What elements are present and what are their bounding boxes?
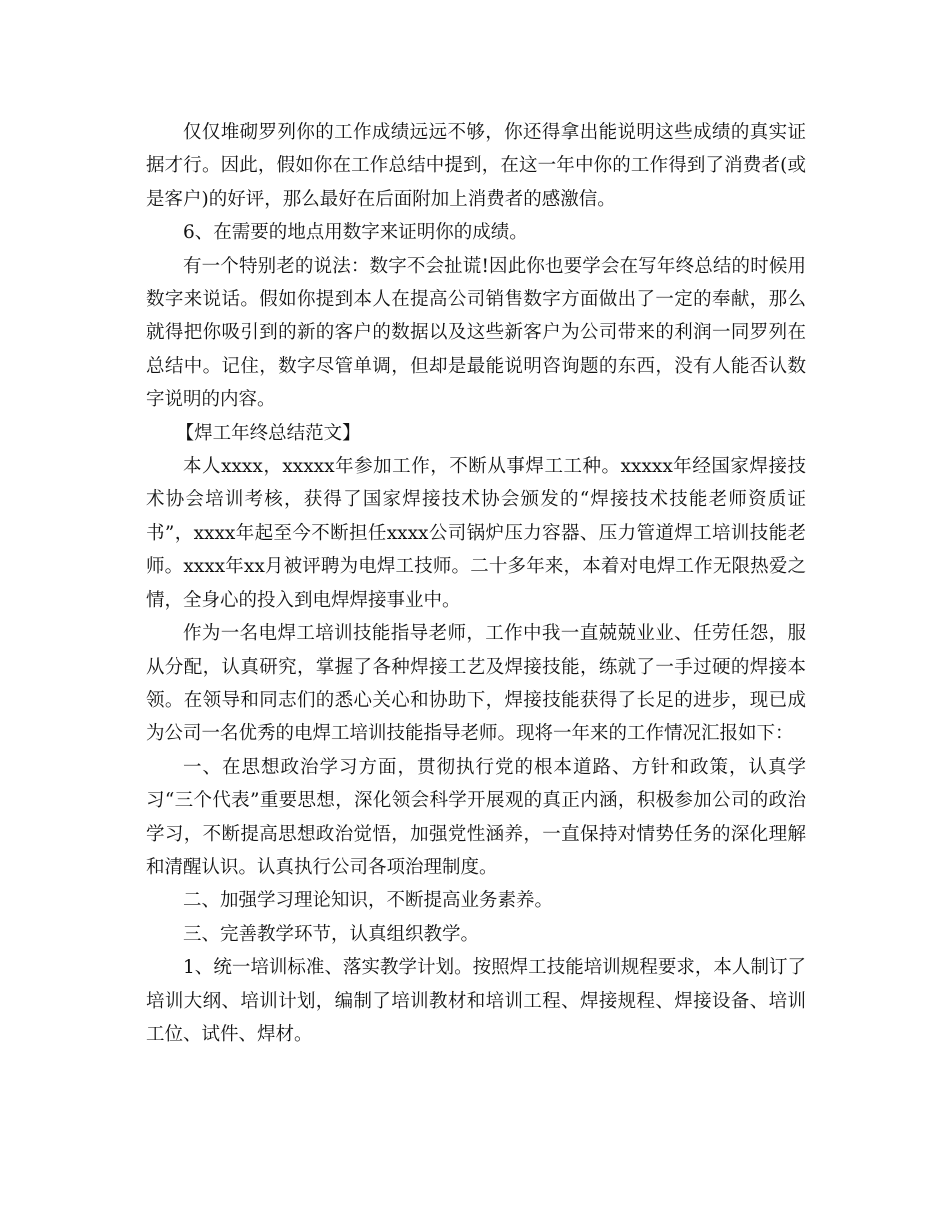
section-heading: 【焊工年终总结范文】 [175, 422, 361, 444]
paragraph-evidence: 仅仅堆砌罗列你的工作成绩远远不够，你还得拿出能说明这些成绩的真实证据才行。因此，假如你在工作总结中提到，在这一年中你的工作得到了消费者(或是客户)的好评，那么最好在后面附加上消费者的感激信。 [146, 122, 806, 210]
paragraph-theory: 二、加强学习理论知识，不断提高业务素养。 [183, 890, 554, 912]
paragraph-standards: 1、统一培训标准、落实教学计划。按照焊工技能培训规程要求，本人制订了培训大纲、培训计划，编制了培训教材和培训工程、焊接规程、焊接设备、培训工位、试件、焊材。 [146, 957, 806, 1045]
paragraph-role: 作为一名电焊工培训技能指导老师，工作中我一直兢兢业业、任劳任怨，服从分配，认真研究，掌握了各种焊接工艺及焊接技能，练就了一手过硬的焊接本领。在领导和同志们的悉心关心和协助下，焊接技能获得了长足的进步，现已成为公司一名优秀的电焊工培训技能指导老师。现将一年来的工作情况汇报如下： [146, 623, 806, 745]
paragraph-politics: 一、在思想政治学习方面，贯彻执行党的根本道路、方针和政策，认真学习“三个代表”重要思想，深化领会科学开展观的真正内涵，积极参加公司的政治学习，不断提高思想政治觉悟，加强党性涵养，一直保持对情势任务的深化理解和清醒认识。认真执行公司各项治理制度。 [146, 756, 806, 878]
paragraph-teaching: 三、完善教学环节，认真组织教学。 [183, 923, 480, 945]
paragraph-numbers: 有一个特别老的说法：数字不会扯谎!因此你也要学会在写年终总结的时候用数字来说话。假如你提到本人在提高公司销售数字方面做出了一定的奉献，那么就得把你吸引到的新的客户的数据以及这些新客户为公司带来的利润一同罗列在总结中。记住，数字尽管单调，但却是最能说明咨询题的东西，没有人能否认数字说明的内容。 [146, 255, 806, 411]
paragraph-intro: 本人xxxx，xxxxx年参加工作，不断从事焊工工种。xxxxx年经国家焊接技术协会培训考核，获得了国家焊接技术协会颁发的“焊接技术技能老师资质证书”，xxxx年起至今不断担任xxxx公司锅炉压力容器、压力管道焊工培训技能老师。xxxx年xx月被评聘为电焊工技师。二十多年来，本着对电焊工作无限热爱之情，全身心的投入到电焊焊接事业中。 [146, 456, 806, 611]
paragraph-item-6: 6、在需要的地点用数字来证明你的成绩。 [183, 222, 528, 244]
document-body [146, 116, 806, 1051]
